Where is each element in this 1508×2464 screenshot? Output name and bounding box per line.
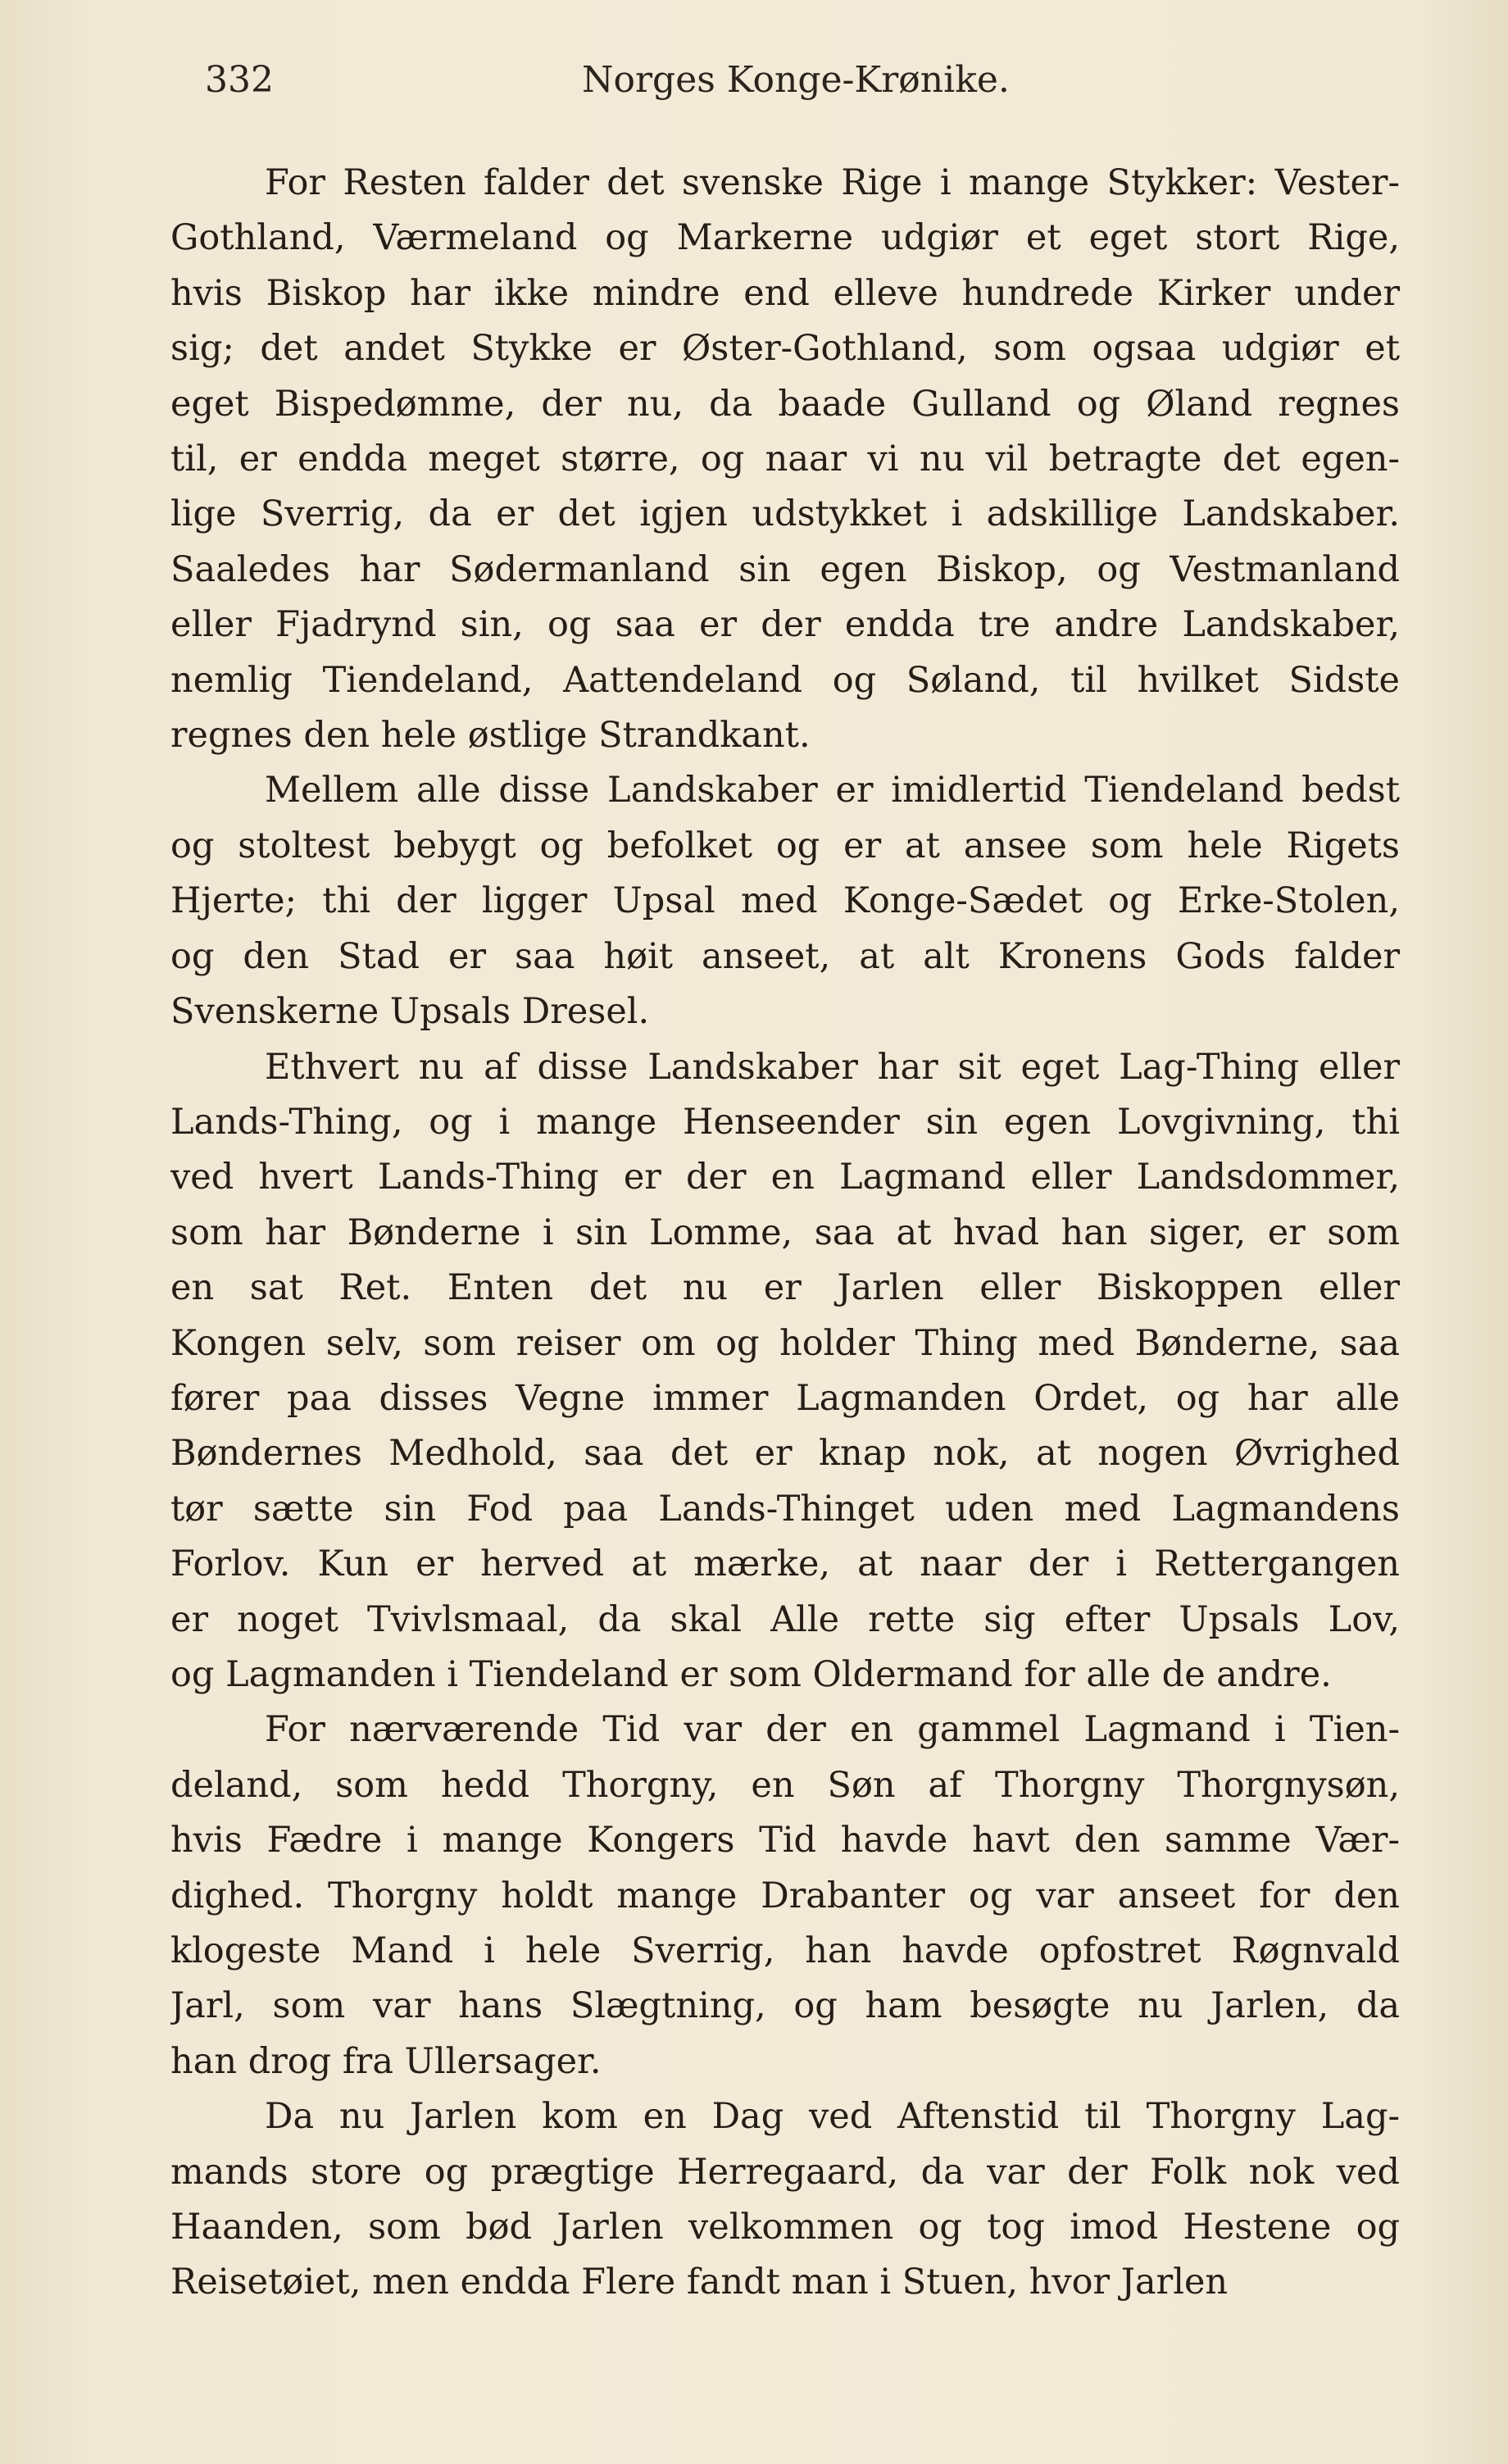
text-line: Forlov. Kun er herved at mærke, at naar der i Rettergangen (170, 1543, 1400, 1585)
text-line: lige Sverrig, da er det igjen udstykket i adskillige Landskaber. (170, 493, 1400, 535)
paragraph (170, 2089, 1400, 2311)
text-line: han drog fra Ullersager. (170, 2040, 602, 2082)
body-text (170, 156, 1400, 2311)
text-line: fører paa disses Vegne immer Lagmanden Ordet, og har alle (170, 1377, 1400, 1419)
text-line: Kongen selv, som reiser om og holder Thing med Bønderne, saa (170, 1322, 1400, 1364)
text-line: ved hvert Lands-Thing er der en Lagmand eller Landsdommer, (170, 1157, 1400, 1198)
text-line: For Resten falder det svenske Rige i mange Stykker: Vester- (265, 162, 1400, 203)
text-line: til, er endda meget større, og naar vi nu vil betragte det egen- (170, 439, 1400, 480)
paragraph (170, 763, 1400, 1039)
running-head (205, 59, 1320, 108)
text-line: deland, som hedd Thorgny, en Søn af Thorgny Thorgnysøn, (170, 1764, 1400, 1806)
text-line: en sat Ret. Enten det nu er Jarlen eller Biskoppen eller (170, 1267, 1400, 1309)
text-line: Bøndernes Medhold, saa det er knap nok, at nogen Øvrighed (170, 1433, 1400, 1475)
text-line: og Lagmanden i Tiendeland er som Oldermand for alle de andre. (170, 1653, 1332, 1695)
text-line: For nærværende Tid var der en gammel Lagmand i Tien- (265, 1709, 1400, 1751)
page-number: 332 (205, 59, 274, 101)
text-line: som har Bønderne i sin Lomme, saa at hvad han siger, er som (170, 1212, 1400, 1253)
text-line: Saaledes har Sødermanland sin egen Biskop, og Vestmanland (170, 548, 1400, 590)
text-line: eller Fjadrynd sin, og saa er der endda tre andre Landskaber, (170, 604, 1400, 646)
text-line: mands store og prægtige Herregaard, da var der Folk nok ved (170, 2151, 1400, 2193)
text-line: Hjerte; thi der ligger Upsal med Konge-Sædet og Erke-Stolen, (170, 880, 1400, 922)
text-line: dighed. Thorgny holdt mange Drabanter og var anseet for den (170, 1875, 1400, 1916)
text-line: Lands-Thing, og i mange Henseender sin egen Lovgivning, thi (170, 1101, 1400, 1143)
text-line: Mellem alle disse Landskaber er imidlertid Tiendeland bedst (265, 770, 1400, 811)
text-line: eget Bispedømme, der nu, da baade Gulland og Øland regnes (170, 383, 1400, 425)
text-line: og stoltest bebygt og befolket og er at ansee som hele Rigets (170, 825, 1400, 866)
text-line: Da nu Jarlen kom en Dag ved Aftenstid til Thorgny Lag- (265, 2096, 1400, 2138)
text-line: Ethvert nu af disse Landskaber har sit eget Lag-Thing eller (265, 1046, 1400, 1088)
text-line: Haanden, som bød Jarlen velkommen og tog imod Hestene og (170, 2207, 1400, 2248)
text-line: Svenskerne Upsals Dresel. (170, 991, 650, 1033)
text-line: sig; det andet Stykke er Øster-Gothland, som ogsaa udgiør et (170, 328, 1400, 370)
text-line: tør sætte sin Fod paa Lands-Thinget uden med Lagmandens (170, 1488, 1400, 1530)
running-title: Norges Konge-Krønike. (582, 59, 1010, 101)
text-line: Gothland, Værmeland og Markerne udgiør et eget stort Rige, (170, 217, 1400, 259)
text-line: er noget Tvivlsmaal, da skal Alle rette sig efter Upsals Lov, (170, 1598, 1400, 1640)
text-line: regnes den hele østlige Strandkant. (170, 715, 811, 757)
text-line: hvis Biskop har ikke mindre end elleve hundrede Kirker under (170, 272, 1400, 314)
text-line: Jarl, som var hans Slægtning, og ham besøgte nu Jarlen, da (170, 1985, 1400, 2027)
paragraph (170, 156, 1400, 763)
paragraph (170, 1040, 1400, 1703)
text-line: og den Stad er saa høit anseet, at alt Kronens Gods falder (170, 935, 1400, 977)
text-line: Reisetøiet, men endda Flere fandt man i Stuen, hvor Jarlen (170, 2262, 1229, 2303)
text-line: nemlig Tiendeland, Aattendeland og Søland, til hvilket Sidste (170, 659, 1400, 701)
text-line: hvis Fædre i mange Kongers Tid havde havt den samme Vær- (170, 1820, 1400, 1862)
paragraph (170, 1703, 1400, 2089)
text-line: klogeste Mand i hele Sverrig, han havde opfostret Røgnvald (170, 1930, 1400, 1971)
